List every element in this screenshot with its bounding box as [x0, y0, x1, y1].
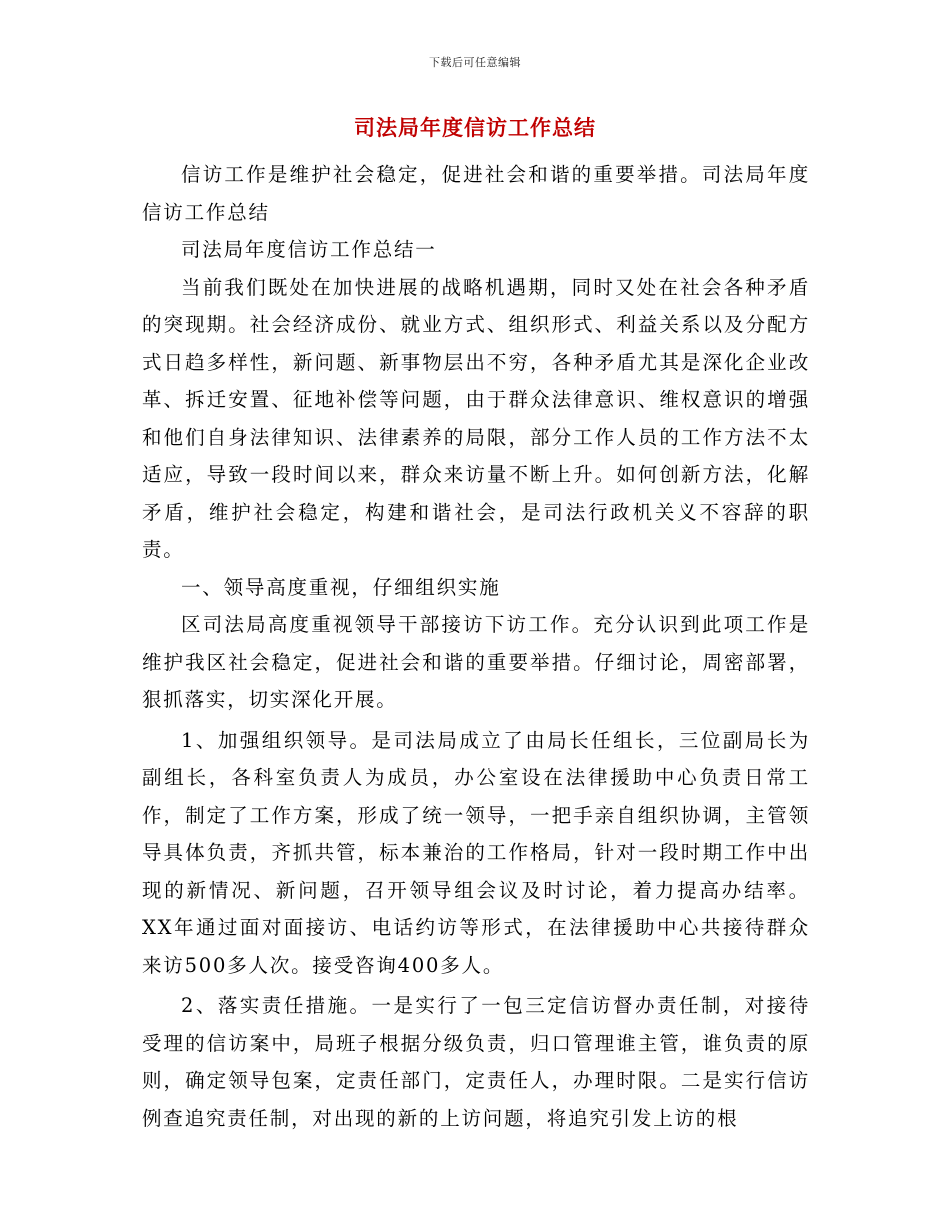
section-heading-1: 一、领导高度重视，仔细组织实施 [181, 575, 501, 599]
paragraph-item-2: 2、落实责任措施。一是实行了一包三定信访督办责任制，对接待受理的信访案中，局班子根据分级负责，归口管理谁主管，谁负责的原则，确定领导包案，定责任部门，定责任人，办理时限。二是实行信访例查追究责任制，对出现的新的上访问题，将追究引发上访的根 [142, 994, 810, 1130]
paragraph-section-1: 区司法局高度重视领导干部接访下访工作。充分认识到此项工作是维护我区社会稳定，促进社会和谐的重要举措。仔细讨论，周密部署，狠抓落实，切实深化开展。 [142, 613, 810, 711]
header-note: 下载后可任意编辑 [429, 56, 521, 69]
paragraph-background: 当前我们既处在加快进展的战略机遇期，同时又处在社会各种矛盾的突现期。社会经济成份、就业方式、组织形式、利益关系以及分配方式日趋多样性，新问题、新事物层出不穷，各种矛盾尤其是深化企业改革、拆迁安置、征地补偿等问题，由于群众法律意识、维权意识的增强和他们自身法律知识、法律素养的局限，部分工作人员的工作方法不太适应，导致一段时间以来，群众来访量不断上升。如何创新方法，化解矛盾，维护社会稳定，构建和谐社会，是司法行政机关义不容辞的职责。 [142, 275, 810, 561]
paragraph-intro: 信访工作是维护社会稳定，促进社会和谐的重要举措。司法局年度信访工作总结 [142, 163, 810, 224]
paragraph-item-1: 1、加强组织领导。是司法局成立了由局长任组长，三位副局长为副组长，各科室负责人为成员，办公室设在法律援助中心负责日常工作，制定了工作方案，形成了统一领导，一把手亲自组织协调，主管领导具体负责，齐抓共管，标本兼治的工作格局，针对一段时期工作中出现的新情况、新问题，召开领导组会议及时讨论，着力提高办结率。XX年通过面对面接访、电话约访等形式，在法律援助中心共接待群众来访500多人次。接受咨询400多人。 [142, 728, 810, 977]
paragraph-subtitle: 司法局年度信访工作总结一 [181, 238, 437, 261]
document-body [142, 156, 810, 1137]
document-title: 司法局年度信访工作总结 [354, 116, 596, 140]
